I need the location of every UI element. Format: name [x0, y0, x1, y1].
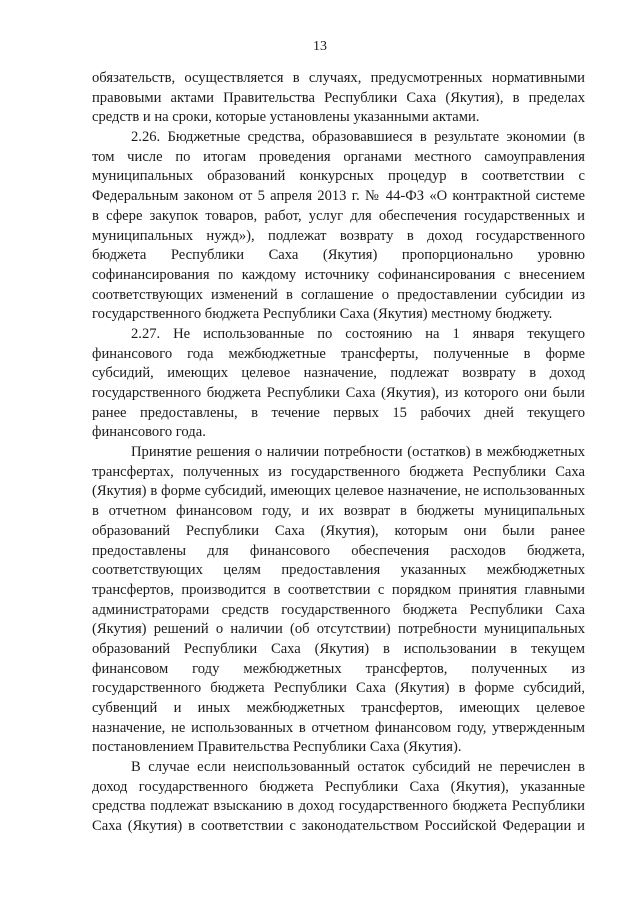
paragraph — [92, 443, 585, 758]
paragraph — [92, 69, 585, 128]
text-line: государственного бюджета Республики Саха (Якутия), из которого они были — [92, 385, 585, 401]
text-line: обязательств, осуществляется в случаях, предусмотренных нормативными — [92, 70, 585, 86]
text-line: трансфертах, полученных из государственного бюджета Республики Саха — [92, 463, 585, 480]
text-line: Принятие решения о наличии потребности (остатков) в межбюджетных — [131, 444, 585, 461]
text-line: правовыми актами Правительства Республики Саха (Якутия), в пределах — [92, 89, 585, 106]
text-line: В случае если неиспользованный остаток субсидий не перечислен в — [131, 759, 585, 776]
text-line: субсидий, имеющих целевое назначение, подлежат возврату в доход — [92, 365, 585, 382]
page-number: 13 — [313, 39, 327, 54]
text-line: финансового года. — [92, 424, 206, 441]
text-line: Федеральным законом от 5 апреля 2013 г. № 44-ФЗ «О контрактной системе — [92, 188, 585, 205]
text-line: 2.27. Не использованные по состоянию на 1 января текущего — [131, 325, 585, 342]
text-line: (Якутия) решений о наличии (об отсутствии) потребности муниципальных — [92, 621, 585, 638]
document-body — [92, 69, 585, 837]
text-line: образований Республики Саха (Якутия), которым они были ранее — [92, 522, 585, 539]
text-line: бюджета Республики Саха (Якутия) пропорционально уровню — [92, 247, 585, 264]
text-line: трансфертов, производится в соответствии с порядком принятия главными — [92, 581, 585, 598]
text-line: Саха (Якутия) в соответствии с законодательством Российской Федерации и — [92, 818, 585, 835]
text-line: ранее предоставлены, в течение первых 15 рабочих дней текущего — [92, 404, 585, 421]
text-line: постановлением Правительства Республики Саха (Якутия). — [92, 739, 462, 756]
text-line: соответствующих изменений в соглашение о предоставлении субсидии из — [92, 286, 585, 303]
text-line: муниципальных образований конкурсных процедур в соответствии с — [92, 168, 585, 185]
text-line: назначение, не использованных в отчетном финансовом году, утвержденным — [92, 719, 585, 736]
text-line: государственного бюджета Республики Саха (Якутия) в форме субсидий, — [92, 680, 585, 697]
text-line: государственного бюджета Республики Саха (Якутия) местному бюджету. — [92, 306, 553, 323]
text-line: в отчетном финансовом году, и их возврат в бюджеты муниципальных — [92, 503, 585, 520]
text-line: соответствующих целям предоставления указанных межбюджетных — [92, 562, 585, 579]
text-line: в сфере закупок товаров, работ, услуг для обеспечения государственных и — [92, 207, 585, 224]
paragraph — [92, 758, 585, 837]
text-line: финансового года межбюджетные трансферты, полученные в форме — [92, 345, 585, 362]
text-line: (Якутия) в форме субсидий, имеющих целевое назначение, не использованных — [92, 483, 585, 500]
text-line: том числе по итогам проведения органами местного самоуправления — [92, 148, 585, 165]
paragraph — [92, 128, 585, 325]
text-line: софинансирования по каждому источнику софинансирования с внесением — [92, 266, 585, 283]
text-line: 2.26. Бюджетные средства, образовавшиеся в результате экономии (в — [131, 129, 585, 146]
text-line: средств и на сроки, которые установлены указанными актами. — [92, 109, 480, 126]
text-line: образований Республики Саха (Якутия) в использовании в текущем — [92, 640, 585, 657]
text-line: средства подлежат взысканию в доход государственного бюджета Республики — [92, 798, 585, 815]
text-line: доход государственного бюджета Республики Саха (Якутия), указанные — [92, 778, 585, 795]
text-line: администраторами средств государственного бюджета Республики Саха — [92, 601, 585, 618]
text-line: предоставлены для финансового обеспечения расходов бюджета, — [92, 542, 585, 559]
text-line: финансовом году межбюджетных трансфертов, полученных из — [92, 660, 585, 677]
paragraph — [92, 325, 585, 443]
text-line: субвенций и иных межбюджетных трансфертов, имеющих целевое — [92, 700, 585, 716]
text-line: муниципальных нужд»), подлежат возврату в доход государственного — [92, 227, 585, 244]
